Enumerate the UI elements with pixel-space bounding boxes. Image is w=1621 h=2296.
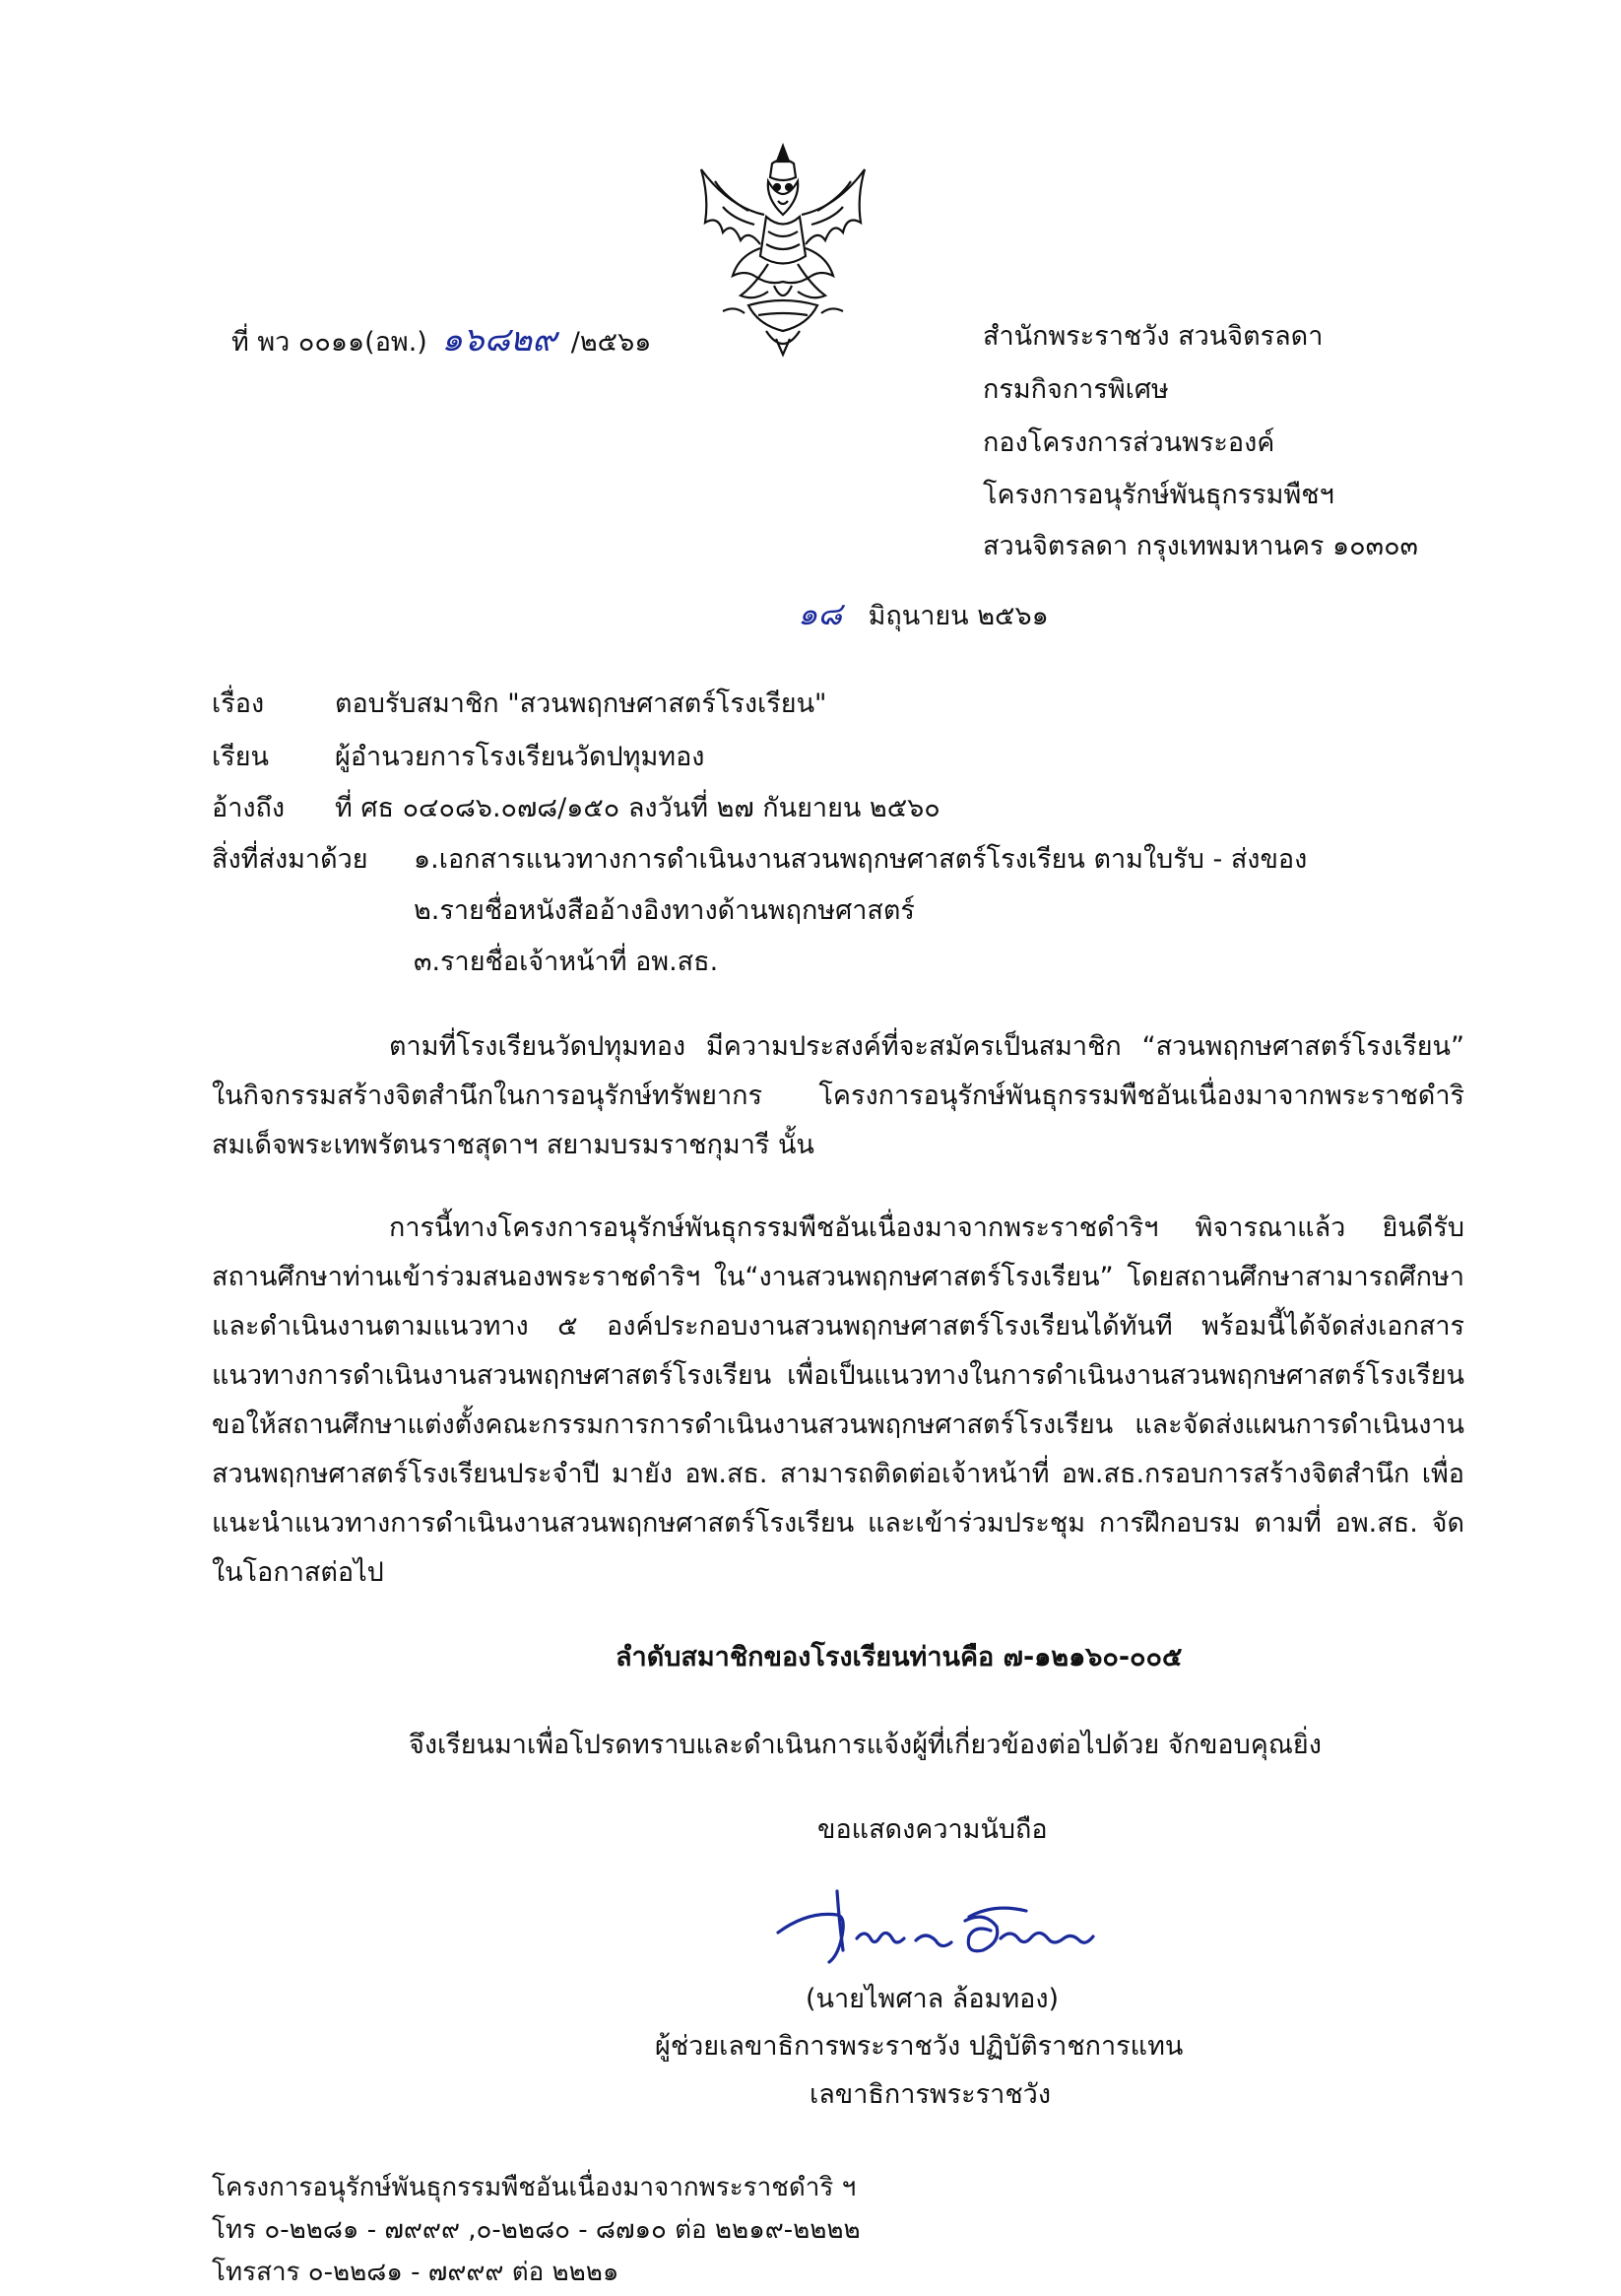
subject-label: เรื่อง xyxy=(212,689,265,719)
reference-prefix: ที่ พว ๐๐๑๑(อพ.) xyxy=(231,327,427,358)
date-day-handwritten: ๑๘ xyxy=(798,595,842,632)
body-paragraph-2 xyxy=(212,1204,1464,1598)
to-text: ผู้อำนวยการโรงเรียนวัดปทุมทอง xyxy=(335,742,705,772)
address-line-4: โครงการอนุรักษ์พันธุกรรมพืชฯ xyxy=(983,480,1334,510)
reference-label: อ้างถึง xyxy=(212,793,286,823)
closing-sentence: จึงเรียนมาเพื่อโปรดทราบและดำเนินการแจ้งผู้ที่เกี่ยวข้องต่อไปด้วย จักขอบคุณยิ่ง xyxy=(409,1730,1322,1760)
footer-project: โครงการอนุรักษ์พันธุกรรมพืชอันเนื่องมาจากพระราชดำริ ฯ xyxy=(212,2173,857,2202)
enclosure-item-3: ๓.รายชื่อเจ้าหน้าที่ อพ.สธ. xyxy=(414,947,719,977)
paragraph-1-text: ตามที่โรงเรียนวัดปทุมทอง มีความประสงค์ที่จะสมัครเป็นสมาชิก “สวนพฤกษศาสตร์โรงเรียน” ในกิจกรรมสร้างจิตสำนึกในการอนุรักษ์ทรัพยากร โครงการอนุรักษ์พันธุกรรมพืชอันเนื่องมาจากพระราชดำริ สมเด็จพระเทพรัตนราชสุดาฯ สยามบรมราชกุมารี นั้น xyxy=(212,1031,1464,1160)
garuda-emblem-icon xyxy=(689,138,876,360)
footer-phone: โทร ๐-๒๒๘๑ - ๗๙๙๙ ,๐-๒๒๘๐ - ๘๗๑๐ ต่อ ๒๒๑๙-๒๒๒๒ xyxy=(212,2215,861,2245)
address-line-1: สำนักพระราชวัง สวนจิตรลดา xyxy=(983,321,1324,352)
regards-text: ขอแสดงความนับถือ xyxy=(817,1814,1048,1845)
enclosure-item-2: ๒.รายชื่อหนังสืออ้างอิงทางด้านพฤกษศาสตร์ xyxy=(414,895,915,926)
subject-text: ตอบรับสมาชิก "สวนพฤกษศาสตร์โรงเรียน" xyxy=(335,689,827,719)
reference-text: ที่ ศธ ๐๔๐๘๖.๐๗๘/๑๕๐ ลงวันที่ ๒๗ กันยายน ๒๕๖๐ xyxy=(335,793,940,823)
handwritten-signature-icon xyxy=(768,1881,1113,1990)
address-line-5: สวนจิตรลดา กรุงเทพมหานคร ๑๐๓๐๓ xyxy=(983,531,1419,561)
reference-number xyxy=(231,322,651,359)
date-month-year: มิถุนายน ๒๕๖๑ xyxy=(868,601,1049,631)
address-line-2: กรมกิจการพิเศษ xyxy=(983,374,1169,405)
reference-handwritten: ๑๖๘๒๙ xyxy=(441,320,557,360)
signatory-position-2: เลขาธิการพระราชวัง xyxy=(810,2079,1052,2110)
footer-fax: โทรสาร ๐-๒๒๘๑ - ๗๙๙๙ ต่อ ๒๒๒๑ xyxy=(212,2258,619,2287)
to-label: เรียน xyxy=(212,742,270,772)
letter-date xyxy=(798,597,1049,631)
body-paragraph-1 xyxy=(212,1022,1464,1170)
signatory-name: (นายไพศาล ล้อมทอง) xyxy=(806,1984,1060,2014)
signatory-position-1: ผู้ช่วยเลขาธิการพระราชวัง ปฏิบัติราชการแทน xyxy=(655,2031,1184,2062)
paragraph-2-text: การนี้ทางโครงการอนุรักษ์พันธุกรรมพืชอันเนื่องมาจากพระราชดำริฯ พิจารณาแล้ว ยินดีรับสถานศึกษาท่านเข้าร่วมสนองพระราชดำริฯ ใน“งานสวนพฤกษศาสตร์โรงเรียน” โดยสถานศึกษาสามารถศึกษาและดำเนินงานตามแนวทาง ๕ องค์ประกอบงานสวนพฤกษศาสตร์โรงเรียนได้ทันที พร้อมนี้ได้จัดส่งเอกสารแนวทางการดำเนินงานสวนพฤกษศาสตร์โรงเรียน เพื่อเป็นแนวทางในการดำเนินงานสวนพฤกษศาสตร์โรงเรียน ขอให้สถานศึกษาแต่งตั้งคณะกรรมการการดำเนินงานสวนพฤกษศาสตร์โรงเรียน และจัดส่งแผนการดำเนินงานสวนพฤกษศาสตร์โรงเรียนประจำปี มายัง อพ.สธ. สามารถติดต่อเจ้าหน้าที่ อพ.สธ.กรอบการสร้างจิตสำนึก เพื่อแนะนำแนวทางการดำเนินงานสวนพฤกษศาสตร์โรงเรียน และเข้าร่วมประชุม การฝึกอบรม ตามที่ อพ.สธ. จัดในโอกาสต่อไป xyxy=(212,1213,1464,1588)
enclosure-item-1: ๑.เอกสารแนวทางการดำเนินงานสวนพฤกษศาสตร์โรงเรียน ตามใบรับ - ส่งของ xyxy=(414,844,1308,875)
address-line-3: กองโครงการส่วนพระองค์ xyxy=(983,427,1275,458)
reference-suffix: /๒๕๖๑ xyxy=(570,327,652,358)
member-number: ลำดับสมาชิกของโรงเรียนท่านคือ ๗-๑๒๑๖๐-๐๐๕ xyxy=(616,1642,1183,1673)
enclosure-label: สิ่งที่ส่งมาด้วย xyxy=(212,844,368,875)
